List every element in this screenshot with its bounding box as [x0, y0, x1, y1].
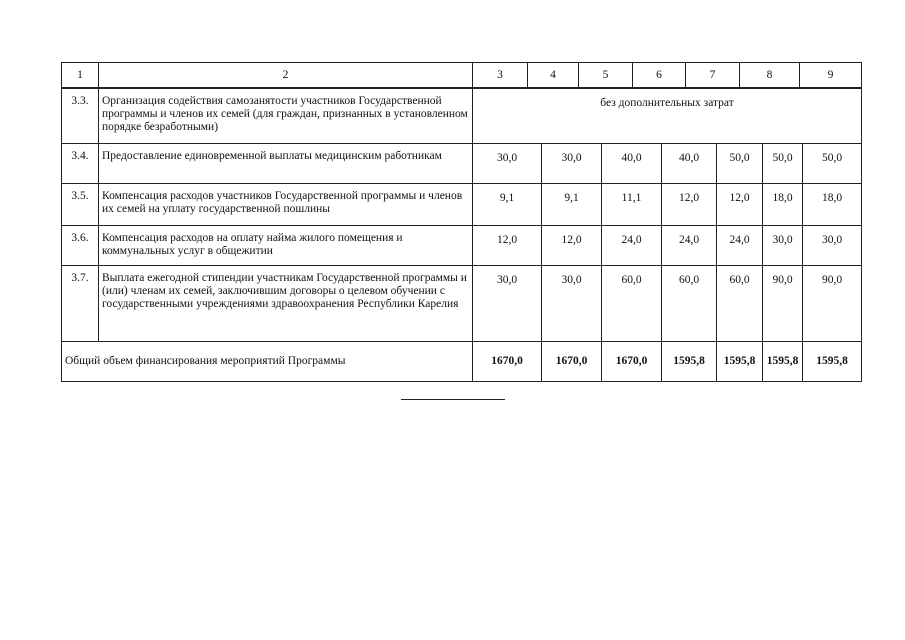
value-cell: 12,0 — [717, 184, 763, 226]
column-number-cell: 7 — [686, 63, 740, 88]
value-cell: 90,0 — [763, 266, 803, 342]
row-number: 3.4. — [62, 144, 99, 184]
table-row — [62, 266, 862, 342]
value-cell: 30,0 — [542, 144, 602, 184]
row-description: Компенсация расходов на оплату найма жилого помещения и коммунальных услуг в общежитии — [99, 226, 473, 266]
table-row — [62, 144, 862, 184]
merged-value-cell: без дополнительных затрат — [473, 89, 862, 144]
value-cell: 50,0 — [803, 144, 862, 184]
value-cell: 40,0 — [662, 144, 717, 184]
value-cell: 9,1 — [473, 184, 542, 226]
column-number-header — [61, 62, 862, 88]
column-number-cell: 5 — [579, 63, 633, 88]
row-description: Выплата ежегодной стипендии участникам Государственной программы и (или) членам их семей, заключившим договоры о целевом обучении с государственными учреждениями здравоохранения Республики Карелия — [99, 266, 473, 342]
row-number: 3.6. — [62, 226, 99, 266]
value-cell: 11,1 — [602, 184, 662, 226]
column-number-cell: 8 — [740, 63, 800, 88]
column-number-cell: 4 — [528, 63, 579, 88]
value-cell: 24,0 — [602, 226, 662, 266]
table-row — [62, 226, 862, 266]
row-description: Компенсация расходов участников Государственной программы и членов их семей на уплату государственной пошлины — [99, 184, 473, 226]
value-cell: 24,0 — [662, 226, 717, 266]
column-number-cell: 9 — [800, 63, 862, 88]
row-description: Организация содействия самозанятости участников Государственной программы и членов их семей (для граждан, признанных в установленном порядке безработными) — [99, 89, 473, 144]
table-row — [62, 89, 862, 144]
column-number-cell: 2 — [99, 63, 473, 88]
total-value-cell: 1595,8 — [717, 342, 763, 382]
value-cell: 60,0 — [717, 266, 763, 342]
total-value-cell: 1670,0 — [473, 342, 542, 382]
value-cell: 90,0 — [803, 266, 862, 342]
value-cell: 12,0 — [662, 184, 717, 226]
row-number: 3.5. — [62, 184, 99, 226]
financing-table — [61, 88, 862, 382]
value-cell: 30,0 — [473, 266, 542, 342]
total-label: Общий объем финансирования мероприятий Программы — [62, 342, 473, 382]
value-cell: 50,0 — [763, 144, 803, 184]
value-cell: 24,0 — [717, 226, 763, 266]
total-value-cell: 1595,8 — [763, 342, 803, 382]
row-number: 3.3. — [62, 89, 99, 144]
value-cell: 40,0 — [602, 144, 662, 184]
row-number: 3.7. — [62, 266, 99, 342]
total-value-cell: 1670,0 — [602, 342, 662, 382]
value-cell: 12,0 — [542, 226, 602, 266]
value-cell: 30,0 — [473, 144, 542, 184]
column-number-cell: 1 — [62, 63, 99, 88]
total-value-cell: 1670,0 — [542, 342, 602, 382]
row-description: Предоставление единовременной выплаты медицинским работникам — [99, 144, 473, 184]
value-cell: 18,0 — [763, 184, 803, 226]
total-row — [62, 342, 862, 382]
value-cell: 12,0 — [473, 226, 542, 266]
value-cell: 30,0 — [763, 226, 803, 266]
value-cell: 18,0 — [803, 184, 862, 226]
column-number-cell: 3 — [473, 63, 528, 88]
value-cell: 50,0 — [717, 144, 763, 184]
column-number-cell: 6 — [633, 63, 686, 88]
value-cell: 60,0 — [602, 266, 662, 342]
value-cell: 60,0 — [662, 266, 717, 342]
end-divider-line — [401, 399, 505, 400]
total-value-cell: 1595,8 — [803, 342, 862, 382]
table-row — [62, 184, 862, 226]
value-cell: 30,0 — [542, 266, 602, 342]
total-value-cell: 1595,8 — [662, 342, 717, 382]
value-cell: 9,1 — [542, 184, 602, 226]
value-cell: 30,0 — [803, 226, 862, 266]
